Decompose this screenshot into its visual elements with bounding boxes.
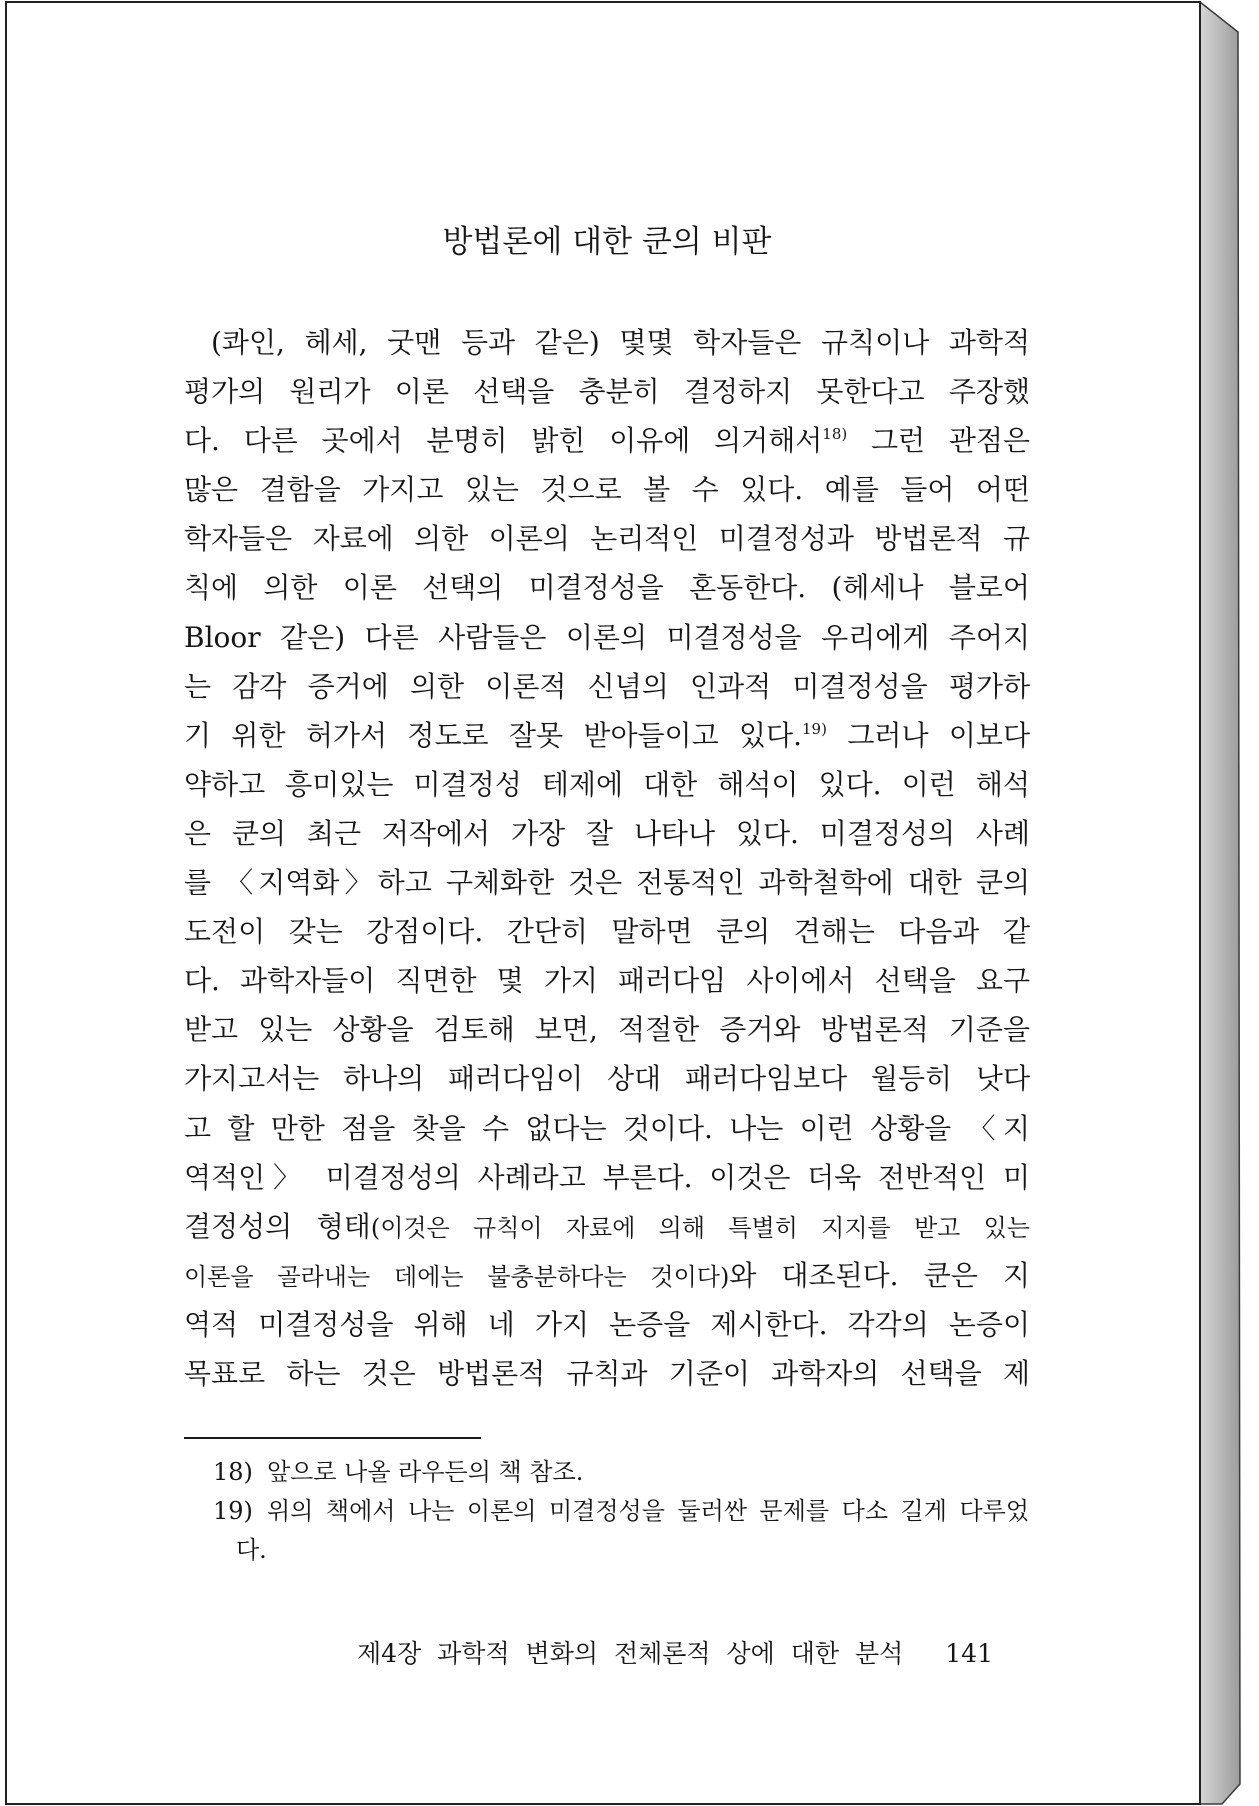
text-segment: 기 위한 허가서 정도로 잘못 받아들이고 있다. xyxy=(184,718,803,752)
text-line: 약하고 흥미있는 미결정성 테제에 대한 해석이 있다. 이런 해석 xyxy=(184,767,1030,801)
footnote-text: 다. xyxy=(236,1536,267,1564)
page-number: 141 xyxy=(945,1639,993,1668)
parenthetical-segment: 이론을 골라내는 데에는 불충분하다는 것이다) xyxy=(184,1262,730,1291)
text-line xyxy=(184,416,1030,465)
text-line: 다. 과학자들이 직면한 몇 가지 패러다임 사이에서 선택을 요구 xyxy=(184,964,1030,998)
footnotes xyxy=(213,1453,1029,1570)
footnote-18 xyxy=(213,1453,1029,1492)
text-segment: 그런 관점은 xyxy=(847,424,1030,458)
footnote-marker: 18) xyxy=(213,1458,253,1486)
footnote-marker: 19) xyxy=(213,1497,253,1525)
text-line: 많은 결함을 가지고 있는 것으로 볼 수 있다. 예를 들어 어떤 xyxy=(184,473,1030,507)
text-line: 평가의 원리가 이론 선택을 충분히 결정하지 못한다고 주장했 xyxy=(184,375,1030,409)
text-line xyxy=(184,1202,1030,1251)
footnote-19-continuation xyxy=(213,1531,1029,1570)
footnote-divider xyxy=(184,1437,481,1439)
section-title: 방법론에 대한 쿤의 비판 xyxy=(442,224,772,260)
text-line: 역적 미결정성을 위해 네 가지 논증을 제시한다. 각각의 논증이 xyxy=(184,1307,1030,1341)
text-line xyxy=(184,1251,1030,1300)
text-line: 학자들은 자료에 의한 이론의 논리적인 미결정성과 방법론적 규 xyxy=(184,522,1030,556)
footnote-19 xyxy=(213,1492,1029,1531)
body-text xyxy=(184,318,1030,1398)
text-line: 받고 있는 상황을 검토해 보면, 적절한 증거와 방법론적 기준을 xyxy=(184,1013,1030,1047)
text-line: 고 할 만한 점을 찾을 수 없다는 것이다. 나는 이런 상황을 〈지 xyxy=(184,1111,1030,1145)
footnote-text: 위의 책에서 나는 이론의 미결정성을 둘러싼 문제를 다소 길게 다루었 xyxy=(267,1497,1029,1525)
text-line xyxy=(184,711,1030,760)
text-line: 는 감각 증거에 의한 이론적 신념의 인과적 미결정성을 평가하 xyxy=(184,669,1030,703)
text-line: 가지고서는 하나의 패러다임이 상대 패러다임보다 월등히 낫다 xyxy=(184,1062,1030,1096)
page-edge xyxy=(1200,2,1240,1804)
text-segment: 다. 다른 곳에서 분명히 밝힌 이유에 의거해서 xyxy=(184,424,823,458)
text-line: 역적인〉 미결정성의 사례라고 부른다. 이것은 더욱 전반적인 미 xyxy=(184,1160,1030,1194)
parenthetical-segment: (이것은 규칙이 자료에 의해 특별히 지지를 받고 있는 xyxy=(370,1213,1030,1242)
text-line: 칙에 의한 이론 선택의 미결정성을 혼동한다. (헤세나 블로어 xyxy=(184,571,1030,605)
running-footer xyxy=(357,1637,993,1671)
text-line: 목표로 하는 것은 방법론적 규칙과 기준이 과학자의 선택을 제 xyxy=(184,1356,1030,1390)
text-segment: 결정성의 형태 xyxy=(184,1209,371,1243)
chapter-title: 제4장 과학적 변화의 전체론적 상에 대한 분석 xyxy=(357,1639,904,1668)
footnote-ref-19: 19) xyxy=(802,719,827,738)
text-line: Bloor 같은) 다른 사람들은 이론의 미결정성을 우리에게 주어지 xyxy=(184,620,1030,654)
text-segment: 와 대조된다. 쿤은 지 xyxy=(729,1258,1030,1292)
text-line: 은 쿤의 최근 저작에서 가장 잘 나타나 있다. 미결정성의 사례 xyxy=(184,816,1030,850)
text-line: 도전이 갖는 강점이다. 간단히 말하면 쿤의 견해는 다음과 같 xyxy=(184,915,1030,949)
text-line: (콰인, 헤세, 굿맨 등과 같은) 몇몇 학자들은 규칙이나 과학적 xyxy=(211,326,1030,359)
text-segment: 그러나 이보다 xyxy=(826,718,1030,752)
footnote-text: 앞으로 나올 라우든의 책 참조. xyxy=(267,1458,584,1486)
text-line: 를 〈지역화〉하고 구체화한 것은 전통적인 과학철학에 대한 쿤의 xyxy=(184,866,1030,900)
footnote-ref-18: 18) xyxy=(822,425,848,444)
